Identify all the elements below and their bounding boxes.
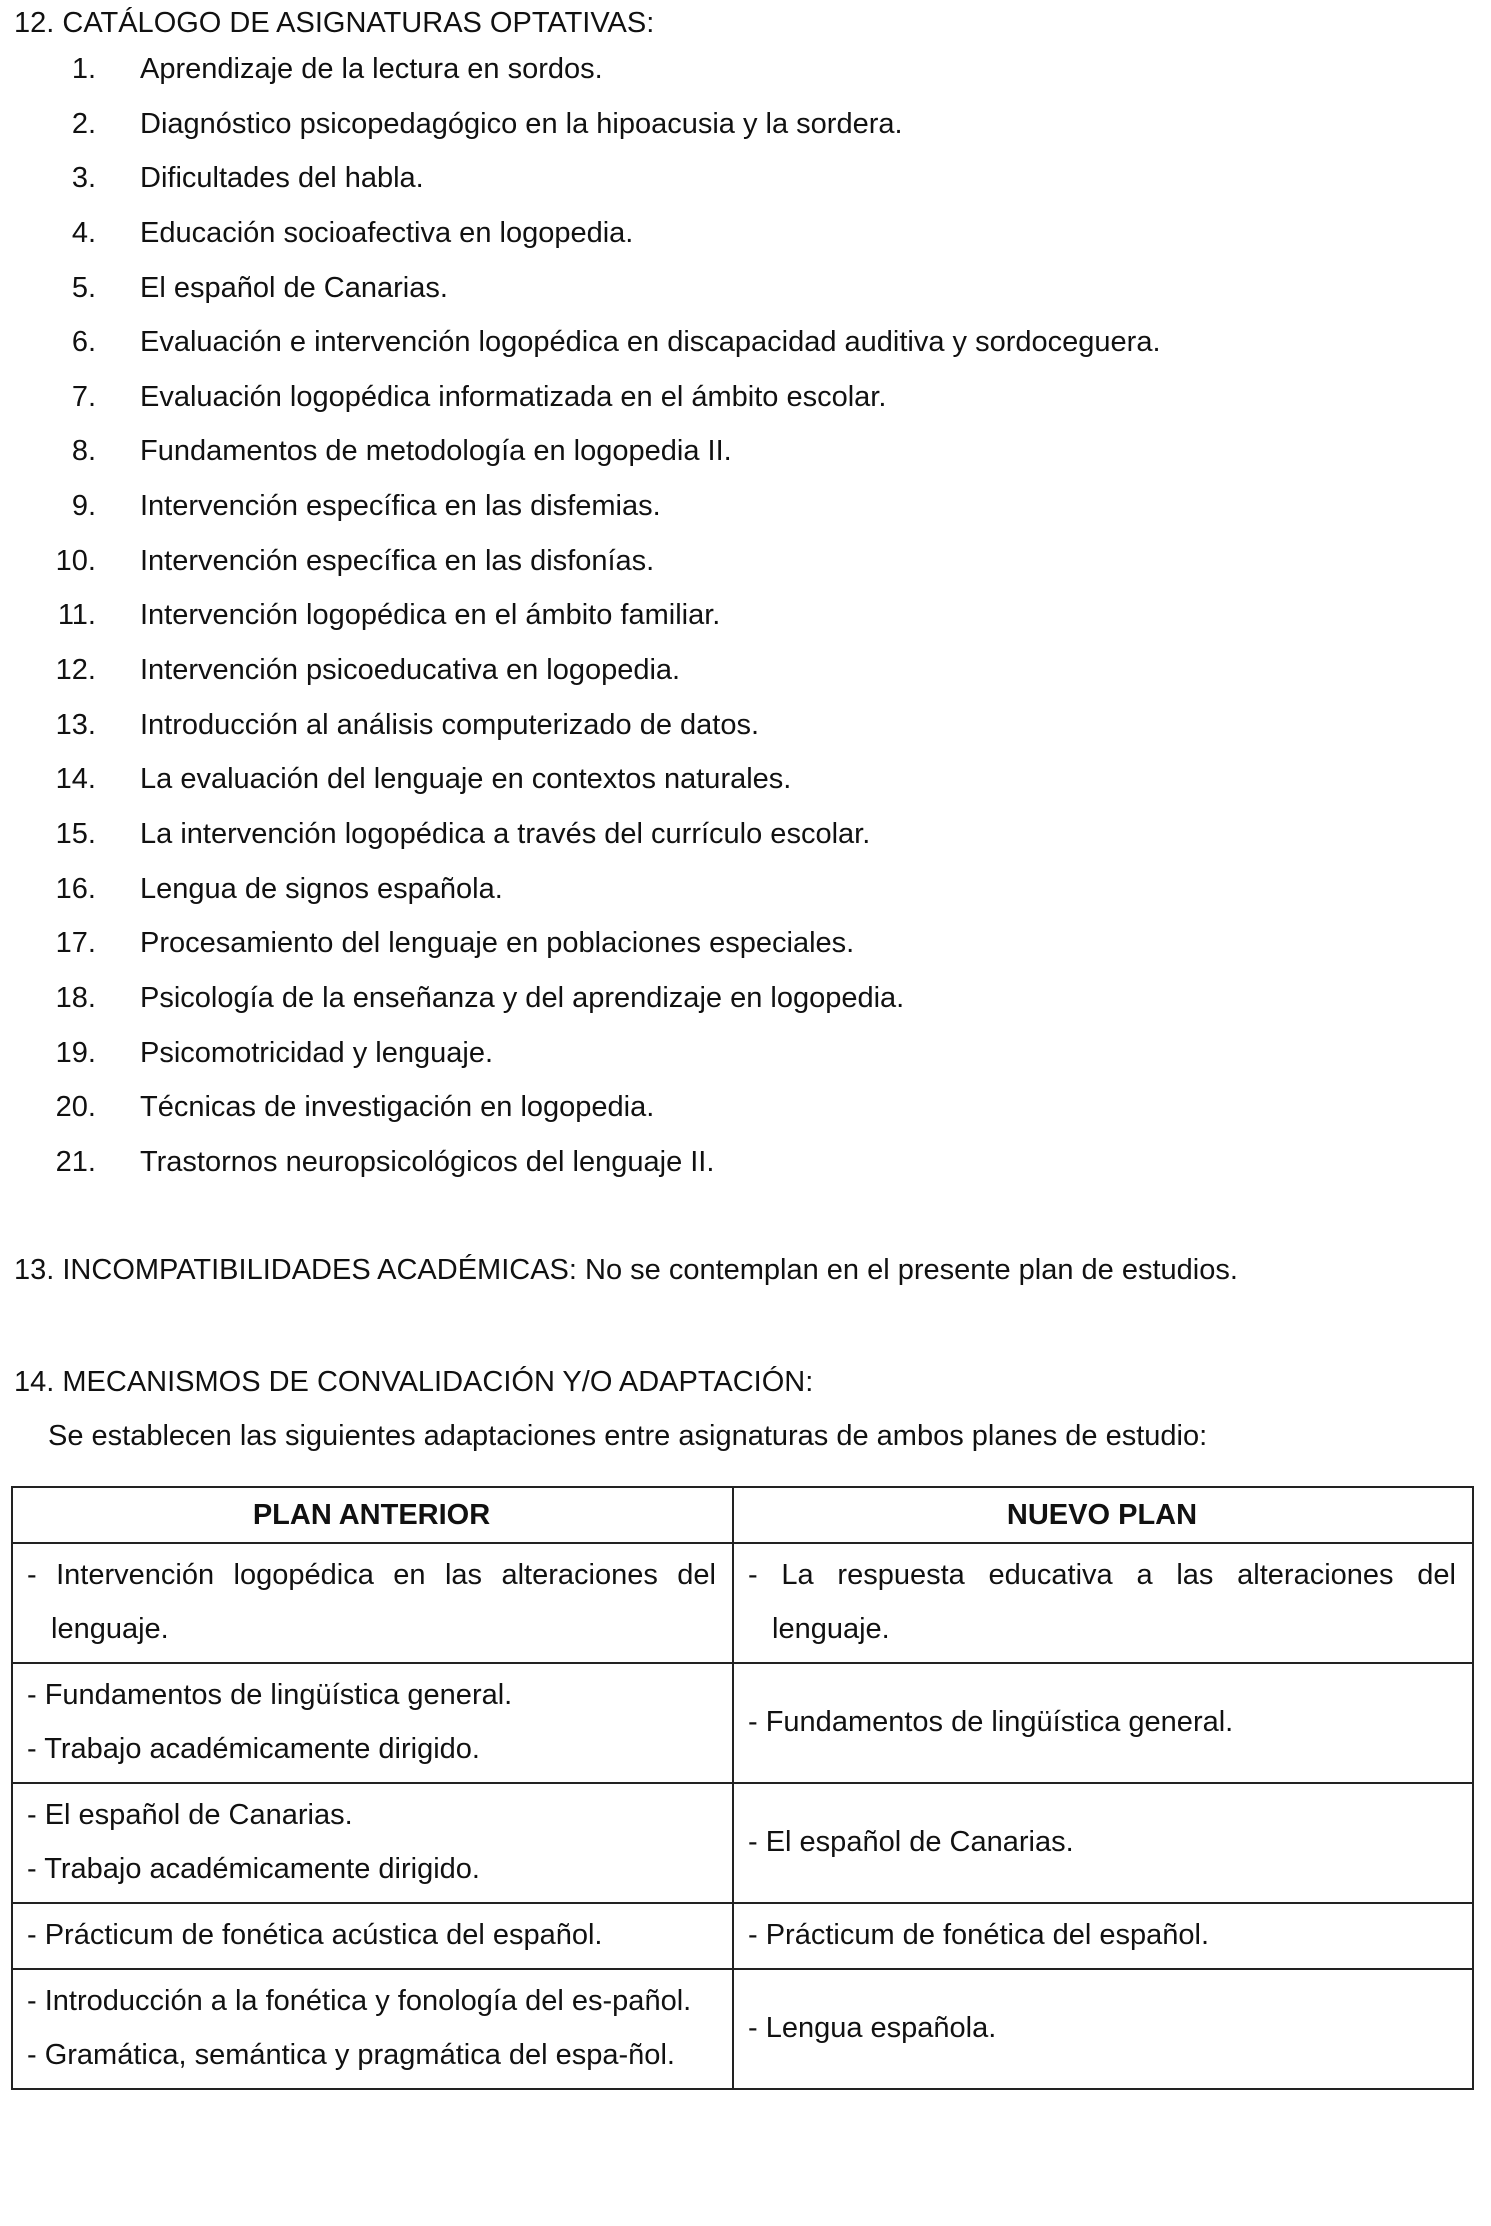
- item-text: Lengua de signos española.: [140, 872, 503, 905]
- item-number: 14.: [55, 763, 96, 796]
- old-plan-cell: [12, 1783, 733, 1903]
- subject-line: - Trabajo académicamente dirigido.: [27, 1733, 480, 1765]
- list-item: [0, 762, 1400, 817]
- item-text: Intervención psicoeducativa en logopedia.: [140, 654, 681, 687]
- list-item: [0, 926, 1400, 981]
- item-text: Trastornos neuropsicológicos del lenguaje II.: [140, 1145, 715, 1178]
- item-text: Fundamentos de metodología en logopedia II.: [140, 435, 732, 468]
- list-item: [0, 981, 1400, 1036]
- item-number: 18.: [55, 981, 96, 1014]
- item-number: 11.: [57, 599, 96, 632]
- item-number: 9.: [71, 490, 96, 523]
- table-row: [12, 1969, 1473, 2089]
- subject-line: - Gramática, semántica y pragmática del espa-ñol.: [27, 2039, 675, 2071]
- table-row: [12, 1543, 1473, 1663]
- table-row: [12, 1903, 1473, 1969]
- header-plan-anterior: PLAN ANTERIOR: [12, 1487, 733, 1543]
- item-text: Dificultades del habla.: [140, 162, 424, 195]
- table-row: [12, 1663, 1473, 1783]
- new-plan-cell: [733, 1543, 1473, 1663]
- list-item: [0, 380, 1400, 435]
- list-item: [0, 489, 1400, 544]
- subject-line: - El español de Canarias.: [748, 1826, 1074, 1858]
- list-item: [0, 216, 1400, 271]
- old-plan-cell: [12, 1969, 733, 2089]
- item-number: 21.: [55, 1145, 96, 1178]
- subject-line: - Fundamentos de lingüística general.: [748, 1706, 1234, 1738]
- subject-line: - Introducción a la fonética y fonología del es-pañol.: [27, 1985, 692, 2017]
- item-number: 6.: [71, 326, 96, 359]
- list-item: [0, 544, 1400, 599]
- optional-subjects-list: [0, 52, 1400, 1199]
- list-item: [0, 1036, 1400, 1091]
- item-number: 13.: [55, 708, 96, 741]
- section-14-intro: Se establecen las siguientes adaptaciones entre asignaturas de ambos planes de estudio:: [48, 1420, 1208, 1452]
- header-nuevo-plan: NUEVO PLAN: [733, 1487, 1473, 1543]
- item-text: Psicomotricidad y lenguaje.: [140, 1036, 494, 1069]
- item-text: La evaluación del lenguaje en contextos naturales.: [140, 763, 792, 796]
- item-text: La intervención logopédica a través del currículo escolar.: [140, 817, 871, 850]
- item-number: 5.: [71, 271, 96, 304]
- old-plan-cell: [12, 1543, 733, 1663]
- item-number: 15.: [55, 817, 96, 850]
- subject-line: - El español de Canarias.: [27, 1799, 353, 1831]
- item-text: Intervención logopédica en el ámbito familiar.: [140, 599, 721, 632]
- item-number: 1.: [71, 53, 96, 85]
- item-text: El español de Canarias.: [140, 271, 448, 304]
- item-number: 12.: [55, 654, 96, 687]
- adaptation-table: [11, 1486, 1474, 2090]
- item-number: 4.: [71, 216, 96, 249]
- section-12-heading: 12. CATÁLOGO DE ASIGNATURAS OPTATIVAS:: [14, 7, 655, 39]
- item-number: 10.: [55, 544, 96, 577]
- old-plan-cell: [12, 1663, 733, 1783]
- list-item: [0, 598, 1400, 653]
- subject-line: - Intervención logopédica en las alteraciones del lenguaje.: [27, 1559, 716, 1645]
- list-item: [0, 1145, 1400, 1200]
- item-text: Intervención específica en las disfemias.: [140, 490, 661, 523]
- new-plan-cell: [733, 1663, 1473, 1783]
- item-number: 7.: [71, 380, 96, 413]
- new-plan-cell: [733, 1969, 1473, 2089]
- list-item: [0, 52, 1400, 107]
- item-text: Procesamiento del lenguaje en poblaciones especiales.: [140, 927, 855, 960]
- list-item: [0, 161, 1400, 216]
- list-item: [0, 1090, 1400, 1145]
- list-item: [0, 708, 1400, 763]
- section-14-heading: 14. MECANISMOS DE CONVALIDACIÓN Y/O ADAPTACIÓN:: [14, 1366, 814, 1398]
- item-text: Evaluación e intervención logopédica en discapacidad auditiva y sordoceguera.: [140, 326, 1161, 359]
- list-item: [0, 817, 1400, 872]
- table-header-row: [12, 1487, 1473, 1543]
- subject-line: - Prácticum de fonética del español.: [748, 1919, 1210, 1951]
- item-text: Educación socioafectiva en logopedia.: [140, 216, 634, 249]
- item-number: 17.: [55, 927, 96, 960]
- table-row: [12, 1783, 1473, 1903]
- item-text: Técnicas de investigación en logopedia.: [140, 1091, 655, 1124]
- list-item: [0, 653, 1400, 708]
- item-number: 8.: [71, 435, 96, 468]
- new-plan-cell: [733, 1903, 1473, 1969]
- item-text: Evaluación logopédica informatizada en el ámbito escolar.: [140, 380, 887, 413]
- item-text: Aprendizaje de la lectura en sordos.: [140, 53, 603, 85]
- section-13-heading: 13. INCOMPATIBILIDADES ACADÉMICAS: No se contemplan en el presente plan de estudios.: [14, 1254, 1238, 1286]
- list-item: [0, 325, 1400, 380]
- list-item: [0, 271, 1400, 326]
- item-text: Intervención específica en las disfonías.: [140, 544, 655, 577]
- item-number: 20.: [55, 1091, 96, 1124]
- item-number: 19.: [55, 1036, 96, 1069]
- subject-line: - Lengua española.: [748, 2012, 997, 2044]
- list-item: [0, 434, 1400, 489]
- subject-line: - Trabajo académicamente dirigido.: [27, 1853, 480, 1885]
- list-item: [0, 872, 1400, 927]
- item-text: Diagnóstico psicopedagógico en la hipoacusia y la sordera.: [140, 107, 903, 140]
- item-number: 16.: [55, 872, 96, 905]
- item-text: Introducción al análisis computerizado de datos.: [140, 708, 760, 741]
- item-number: 3.: [71, 162, 96, 195]
- subject-line: - Prácticum de fonética acústica del español.: [27, 1919, 603, 1951]
- subject-line: - Fundamentos de lingüística general.: [27, 1679, 513, 1711]
- item-number: 2.: [71, 107, 96, 140]
- item-text: Psicología de la enseñanza y del aprendizaje en logopedia.: [140, 981, 905, 1014]
- subject-line: - La respuesta educativa a las alteraciones del lenguaje.: [748, 1559, 1456, 1645]
- new-plan-cell: [733, 1783, 1473, 1903]
- old-plan-cell: [12, 1903, 733, 1969]
- list-item: [0, 107, 1400, 162]
